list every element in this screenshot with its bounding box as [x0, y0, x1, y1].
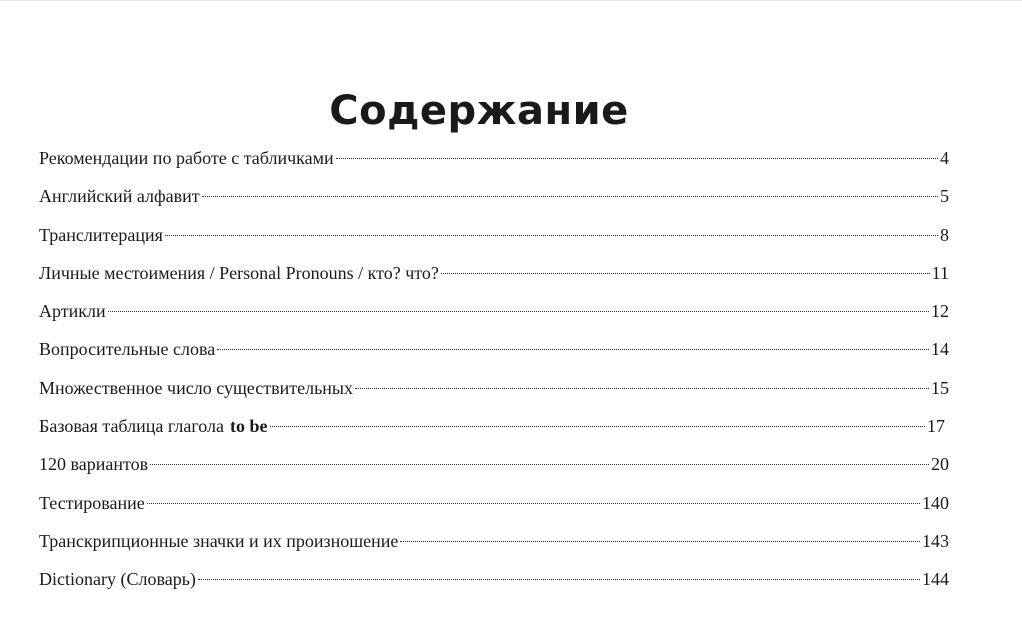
toc-entry-page: 8: [940, 224, 949, 245]
toc-entry-label: Транскрипционные значки и их произношение: [39, 530, 399, 551]
dot-leader: [336, 158, 938, 159]
toc-entry-label: Английский алфавит: [39, 186, 200, 207]
toc-entry-label: Рекомендации по работе с табличками: [39, 148, 334, 168]
toc-entry-page: 17: [927, 416, 945, 437]
toc-entry-page: 140: [922, 492, 949, 513]
toc-entry-page: 4: [940, 148, 949, 168]
toc-entry-page: 12: [931, 301, 949, 322]
dot-leader: [270, 426, 926, 427]
toc-entry-page: 5: [940, 186, 949, 207]
toc-entry-label: Dictionary (Словарь): [39, 569, 196, 590]
dot-leader: [108, 311, 929, 312]
toc-entry-label: Артикли: [39, 301, 106, 322]
page-title: Содержание: [329, 87, 629, 134]
toc-entry-label: Тестирование: [39, 492, 145, 513]
toc-entry-page: 11: [931, 262, 949, 283]
dot-leader: [150, 464, 929, 465]
toc-entry[interactable]: [39, 411, 949, 449]
toc-entry[interactable]: [39, 373, 949, 411]
dot-leader: [217, 349, 929, 350]
dot-leader: [198, 579, 920, 580]
dot-leader: [400, 541, 920, 542]
toc-entry-bold-term: to be: [230, 416, 268, 437]
toc-entry-page: 14: [931, 339, 949, 360]
toc-entry-label: Транслитерация: [39, 224, 163, 245]
toc-entry[interactable]: [39, 143, 949, 181]
toc-entry[interactable]: [39, 564, 949, 602]
dot-leader: [202, 196, 938, 197]
toc-entry-label: Базовая таблица глагола: [39, 416, 224, 437]
toc-entry[interactable]: [39, 296, 949, 334]
dot-leader: [355, 388, 929, 389]
toc-entry-page: 15: [931, 377, 949, 398]
toc-entry[interactable]: [39, 526, 949, 564]
toc-entry[interactable]: [39, 258, 949, 296]
dot-leader: [147, 503, 920, 504]
toc-entry-page: 143: [922, 530, 949, 551]
toc-entry-label: Вопросительные слова: [39, 339, 216, 360]
toc-entry-label: Множественное число существительных: [39, 377, 354, 398]
toc-entry[interactable]: [39, 449, 949, 487]
toc-entry-page: 20: [931, 454, 949, 475]
toc-entry[interactable]: [39, 334, 949, 372]
toc-entry[interactable]: [39, 220, 949, 258]
toc-entry[interactable]: [39, 488, 949, 526]
toc-entry[interactable]: [39, 181, 949, 219]
table-of-contents: [39, 143, 949, 603]
dot-leader: [441, 273, 930, 274]
toc-entry-label: 120 вариантов: [39, 454, 149, 475]
toc-entry-label: Личные местоимения / Personal Pronouns / кто? что?: [39, 262, 439, 283]
dot-leader: [165, 235, 938, 236]
toc-entry-page: 144: [922, 569, 949, 590]
